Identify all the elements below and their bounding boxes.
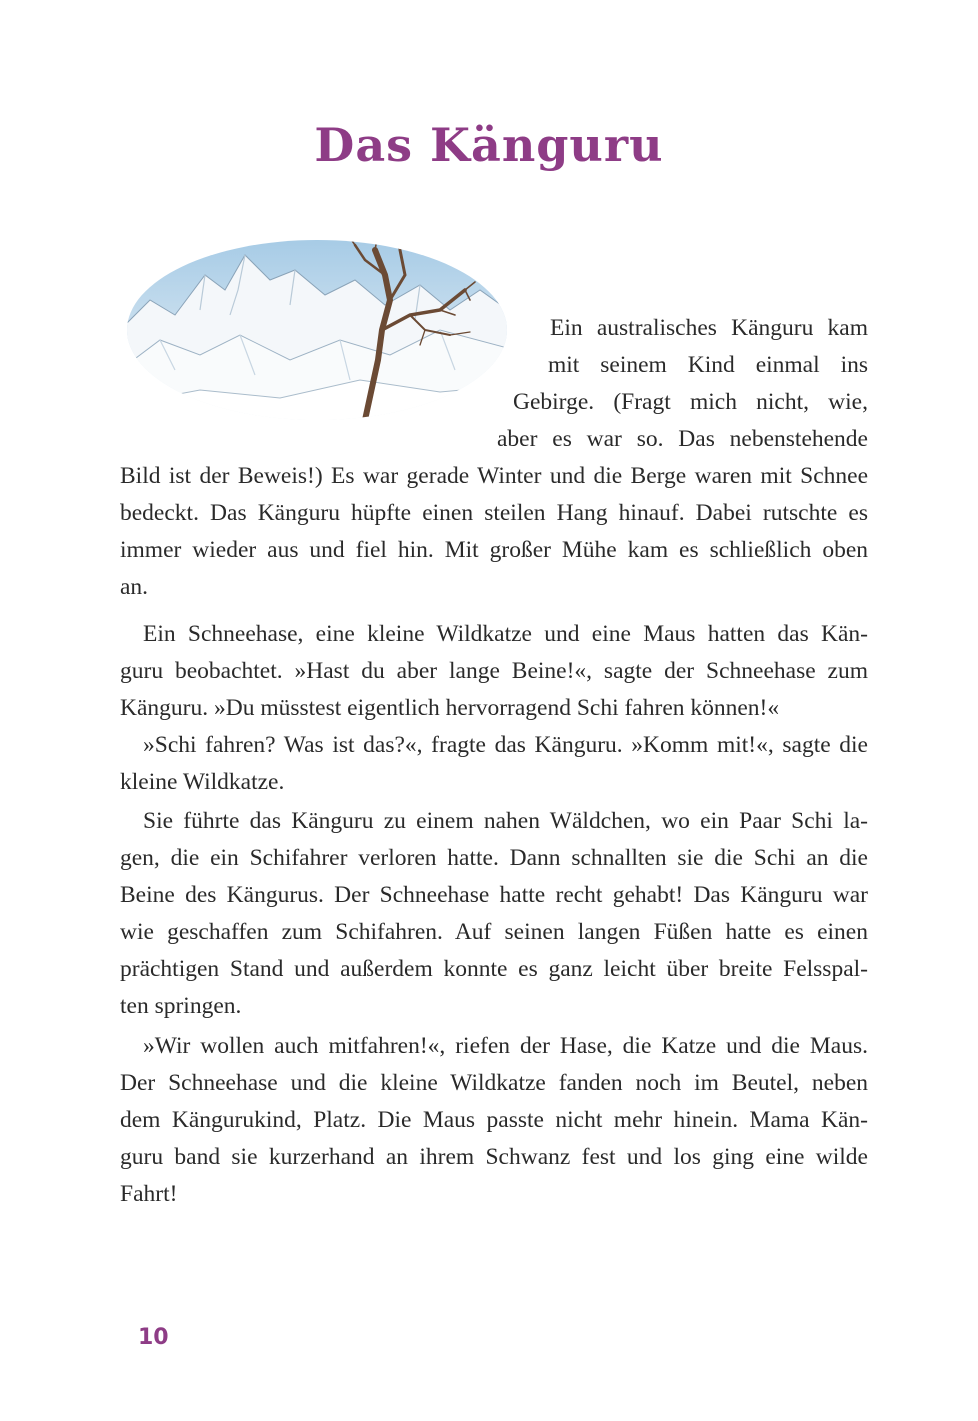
- illustration-mountains-tree: [120, 220, 515, 425]
- text-line: ten springen.: [120, 993, 242, 1019]
- text-line: Sie führte das Känguru zu einem nahen Wäldchen, wo ein Paar Schi la-: [143, 808, 868, 834]
- text-line: »Schi fahren? Was ist das?«, fragte das Känguru. »Komm mit!«, sagte die: [143, 732, 868, 758]
- text-line: aber es war so. Das nebenstehende: [497, 426, 868, 452]
- page-number: 10: [138, 1325, 169, 1350]
- text-line: prächtigen Stand und außerdem konnte es ganz leicht über breite Felsspal-: [120, 956, 868, 982]
- text-line: gen, die ein Schifahrer verloren hatte. Dann schnallten sie die Schi an die: [120, 845, 868, 871]
- text-line: »Wir wollen auch mitfahren!«, riefen der Hase, die Katze und die Maus.: [143, 1033, 868, 1059]
- text-line: bedeckt. Das Känguru hüpfte einen steilen Hang hinauf. Dabei rutschte es: [120, 500, 868, 526]
- text-line: Ein australisches Känguru kam: [550, 315, 868, 341]
- text-line: guru band sie kurzerhand an ihrem Schwanz fest und los ging eine wilde: [120, 1144, 868, 1170]
- text-line: Gebirge. (Fragt mich nicht, wie,: [513, 389, 868, 415]
- text-line: an.: [120, 574, 149, 600]
- text-line: guru beobachtet. »Hast du aber lange Beine!«, sagte der Schneehase zum: [120, 658, 868, 684]
- text-line: mit seinem Kind einmal ins: [548, 352, 868, 378]
- text-line: Fahrt!: [120, 1181, 178, 1207]
- page-title: Das Känguru: [314, 118, 664, 172]
- text-line: Känguru. »Du müsstest eigentlich hervorragend Schi fahren können!«: [120, 695, 780, 721]
- text-line: dem Kängurukind, Platz. Die Maus passte nicht mehr hinein. Mama Kän-: [120, 1107, 868, 1133]
- text-line: Der Schneehase und die kleine Wildkatze fanden noch im Beutel, neben: [120, 1070, 868, 1096]
- text-line: immer wieder aus und fiel hin. Mit großer Mühe kam es schließlich oben: [120, 537, 868, 563]
- text-line: Bild ist der Beweis!) Es war gerade Winter und die Berge waren mit Schnee: [120, 463, 868, 489]
- text-line: Beine des Kängurus. Der Schneehase hatte recht gehabt! Das Känguru war: [120, 882, 868, 908]
- text-line: Ein Schneehase, eine kleine Wildkatze und eine Maus hatten das Kän-: [143, 621, 868, 647]
- text-line: wie geschaffen zum Schifahren. Auf seinen langen Füßen hatte es einen: [120, 919, 868, 945]
- text-line: kleine Wildkatze.: [120, 769, 285, 795]
